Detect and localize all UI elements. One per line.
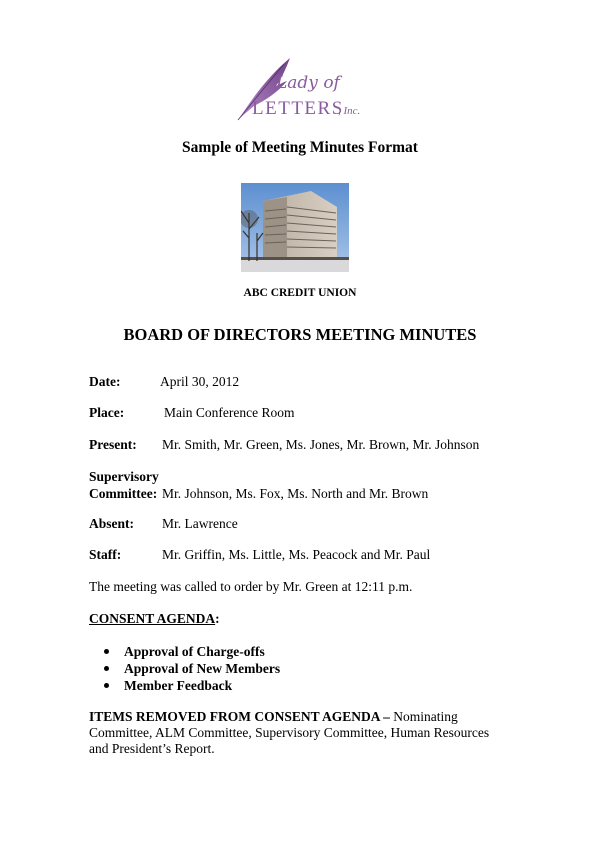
list-item-text: Approval of New Members	[124, 661, 281, 676]
call-to-order: The meeting was called to order by Mr. Green at 12:11 p.m.	[89, 579, 413, 594]
list-item-text: Approval of Charge-offs	[124, 644, 265, 659]
document-title: Sample of Meeting Minutes Format	[182, 139, 418, 156]
items-removed-paragraph	[89, 709, 509, 757]
supervisory-value: Mr. Johnson, Ms. Fox, Ms. North and Mr. Brown	[162, 486, 429, 501]
staff-value: Mr. Griffin, Ms. Little, Ms. Peacock and Mr. Paul	[162, 547, 431, 562]
supervisory-label-line2: Committee:	[89, 486, 158, 501]
present-value: Mr. Smith, Mr. Green, Ms. Jones, Mr. Brown, Mr. Johnson	[162, 437, 480, 452]
quill-pen-icon	[232, 54, 372, 124]
bullet-icon	[104, 649, 109, 654]
minutes-heading: BOARD OF DIRECTORS MEETING MINUTES	[123, 325, 477, 344]
place-label: Place:	[89, 405, 125, 420]
list-item	[104, 643, 280, 660]
present-label: Present:	[89, 437, 137, 452]
absent-value: Mr. Lawrence	[162, 516, 238, 531]
supervisory-label-line1: Supervisory	[89, 469, 159, 484]
list-item	[104, 660, 280, 677]
place-value: Main Conference Room	[164, 405, 295, 420]
organization-name: ABC CREDIT UNION	[243, 287, 357, 299]
staff-label: Staff:	[89, 547, 122, 562]
items-removed-heading: ITEMS REMOVED FROM CONSENT AGENDA –	[89, 709, 390, 724]
bullet-icon	[104, 666, 109, 671]
date-label: Date:	[89, 374, 121, 389]
consent-agenda-title: CONSENT AGENDA	[89, 611, 216, 626]
date-value: April 30, 2012	[160, 374, 240, 389]
consent-agenda-colon: :	[215, 611, 220, 626]
logo-line2: LETTERS	[252, 98, 344, 119]
logo-suffix: , Inc.	[338, 105, 361, 117]
logo-line1: Lady of	[276, 73, 340, 93]
list-item	[104, 677, 280, 694]
items-removed-text: Nominating Committee, ALM Committee, Supervisory Committee, Human Resources and President’s Report.	[89, 709, 490, 756]
bullet-icon	[104, 683, 109, 688]
absent-label: Absent:	[89, 516, 135, 531]
list-item-text: Member Feedback	[124, 678, 233, 693]
office-building-photo	[241, 183, 349, 272]
consent-agenda-list	[104, 643, 280, 694]
consent-agenda-heading	[89, 611, 220, 627]
company-logo	[232, 54, 372, 124]
